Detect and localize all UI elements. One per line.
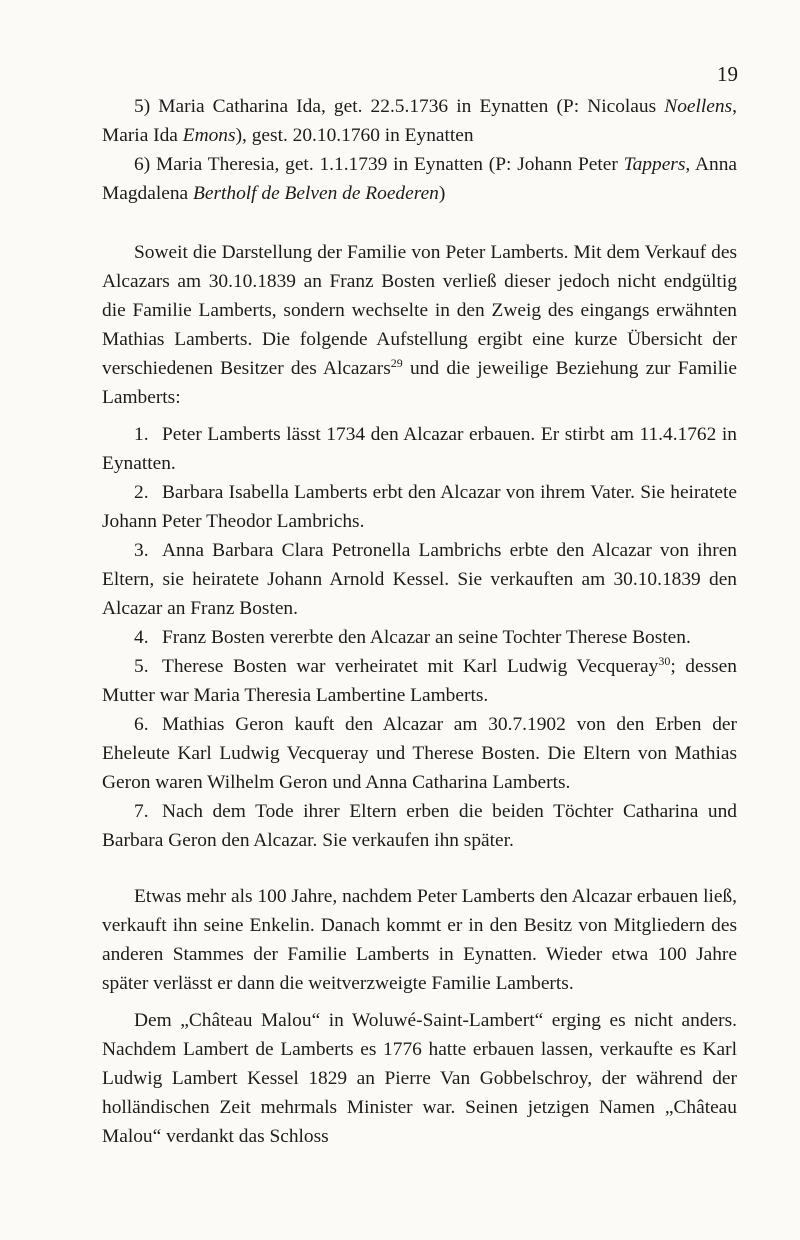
owner-item: 5. Therese Bosten war verheiratet mit Karl Ludwig Vecqueray$^{30}$; dessen Mutter war Maria Theresia Lambertine Lamberts. — [102, 654, 737, 706]
owner-item: 2. Barbara Isabella Lamberts erbt den Alcazar von ihrem Vater. Sie heiratete Johann Peter Theodor Lambrichs. — [102, 482, 737, 532]
owner-item: 1. Peter Lamberts lässt 1734 den Alcazar erbauen. Er stirbt am 11.4.1762 in Eynatten. — [102, 424, 737, 474]
owner-item: 4. Franz Bosten vererbte den Alcazar an seine Tochter Therese Bosten. — [134, 627, 691, 648]
closing-paragraph-1: Etwas mehr als 100 Jahre, nachdem Peter Lamberts den Alcazar erbauen ließ, verkauft ihn seine Enkelin. Danach kommt er in den Besitz von Mitgliedern des anderen Stammes der Familie Lamberts in Eynatten. Wieder etwa 100 Jahre später verlässt er dann die weitverzweigte Familie Lamberts. — [102, 886, 737, 994]
owner-item: 7. Nach dem Tode ihrer Eltern erben die beiden Töchter Catharina und Barbara Geron den Alcazar. Sie verkaufen ihn später. — [102, 801, 737, 851]
godparent-name: Bertholf de Belven de Roederen — [193, 183, 439, 204]
godparent-name: Tappers — [623, 154, 686, 175]
child-entry-6: 6) Maria Theresia, get. 1.1.1739 in Eynatten (P: Johann Peter Tappers, Anna Magdalena Bertholf de Belven de Roederen) — [102, 154, 737, 204]
intro-paragraph: Soweit die Darstellung der Familie von Peter Lamberts. Mit dem Verkauf des Alcazars am 30.10.1839 an Franz Bosten verließ dieser jedoch nicht endgültig die Familie Lamberts, sondern wechselte in den Zweig des eingangs erwähnten Mathias Lamberts. Die folgende Aufstellung ergibt eine kurze Übersicht der verschiedenen Besitzer des Alcazars$^{29}$ und die jeweilige Beziehung zur Familie Lamberts: — [102, 242, 737, 408]
footnote-ref: 29 — [390, 356, 403, 370]
godparent-name: Noellens — [664, 96, 733, 117]
closing-paragraph-2: Dem „Château Malou“ in Woluwé-Saint-Lambert“ erging es nicht anders. Nachdem Lambert de Lamberts es 1776 hatte erbauen lassen, verkaufte es Karl Ludwig Lambert Kessel 1829 an Pierre Van Gobbelschroy, der während der holländischen Zeit mehrmals Minister war. Seinen jetzigen Namen „Château Malou“ verdankt das Schloss — [102, 1010, 737, 1147]
owner-item: 6. Mathias Geron kauft den Alcazar am 30.7.1902 von den Erben der Eheleute Karl Ludwig Vecqueray und Therese Bosten. Die Eltern von Mathias Geron waren Wilhelm Geron und Anna Catharina Lamberts. — [102, 714, 737, 793]
footnote-ref: 30 — [658, 654, 671, 668]
page-number: 19 — [717, 62, 738, 86]
godparent-name: Emons — [182, 125, 236, 146]
page-content — [102, 92, 737, 1151]
child-entry-5: 5) Maria Catharina Ida, get. 22.5.1736 in Eynatten (P: Nicolaus Noellens, Maria Ida Emons), gest. 20.10.1760 in Eynatten — [102, 96, 737, 146]
owner-item: 3. Anna Barbara Clara Petronella Lambrichs erbte den Alcazar von ihren Eltern, sie heiratete Johann Arnold Kessel. Sie verkauften am 30.10.1839 den Alcazar an Franz Bosten. — [102, 540, 737, 619]
owner-list — [102, 420, 737, 855]
